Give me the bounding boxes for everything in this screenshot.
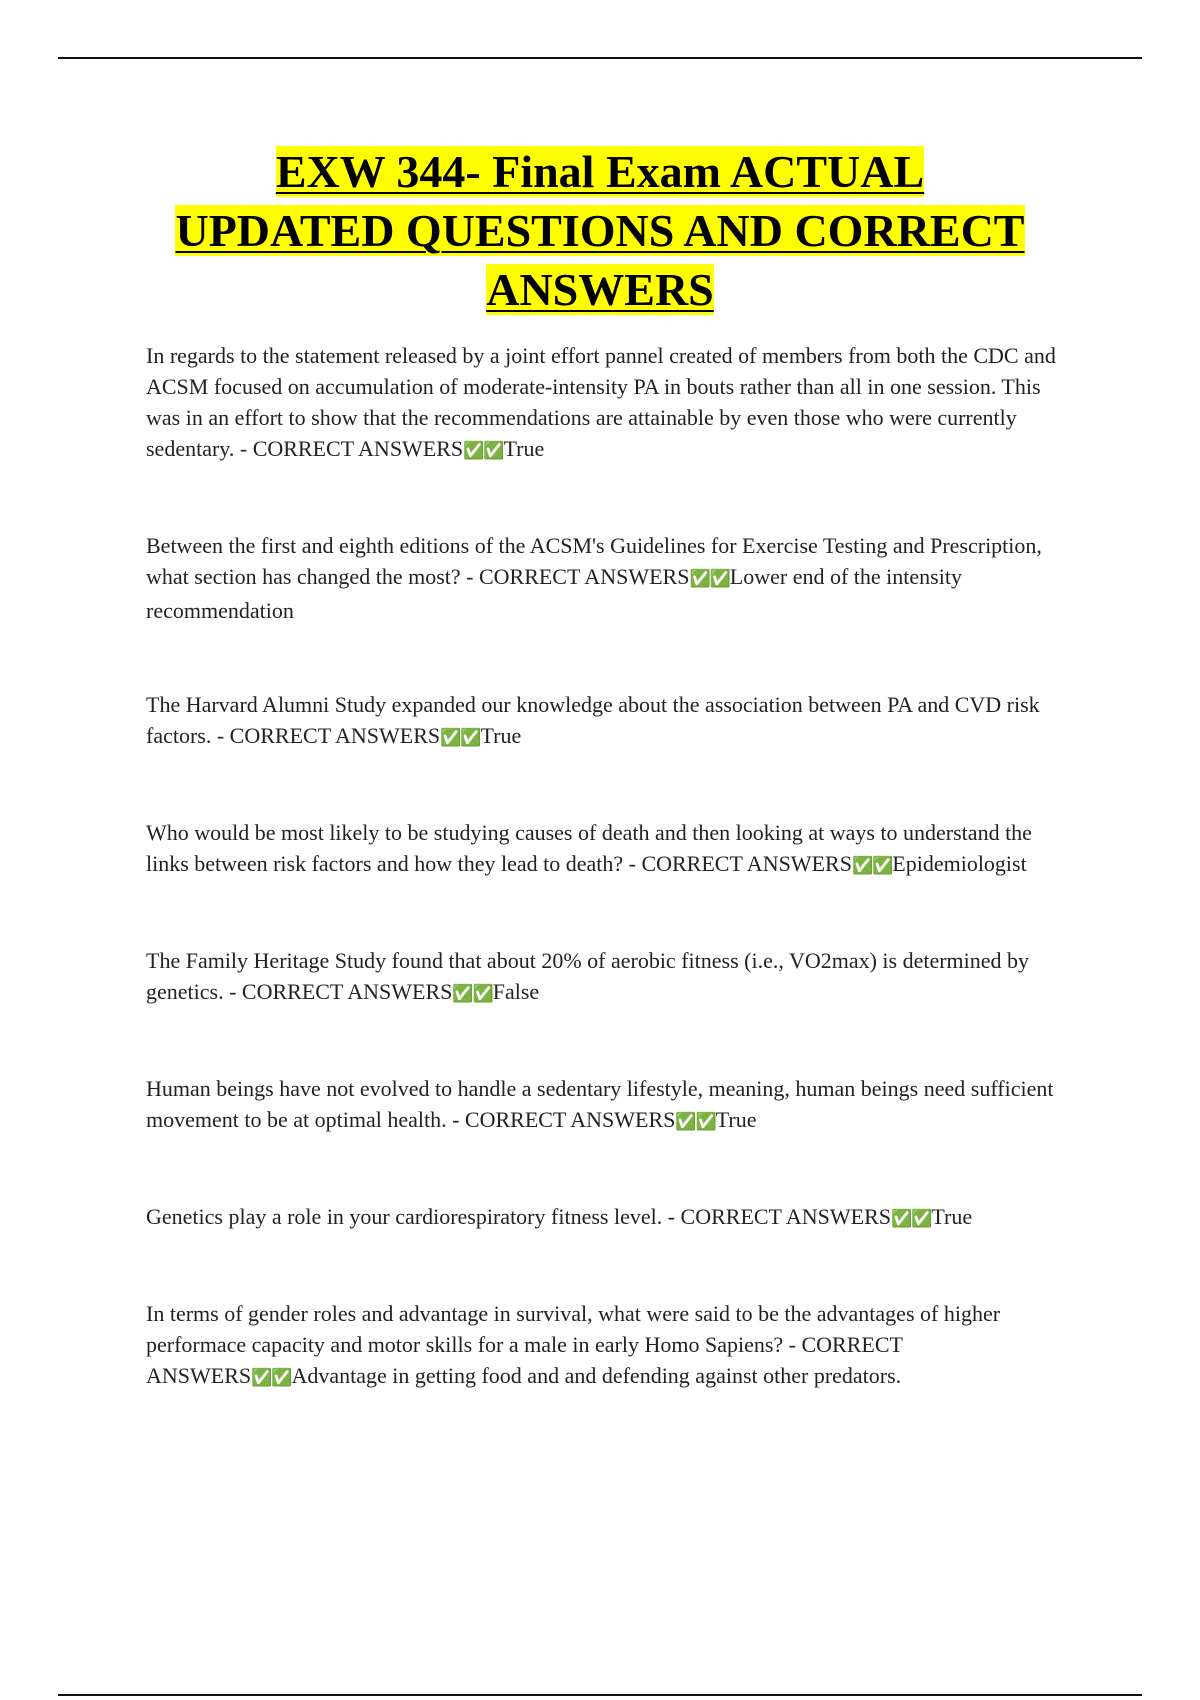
answer-text: True	[503, 436, 545, 461]
answer-text: True	[715, 1107, 757, 1132]
double-check-icon: ✅✅	[891, 1209, 932, 1229]
question-text: Human beings have not evolved to handle a sedentary lifestyle, meaning, human beings need sufficient movement to be at optimal health. - CORRECT ANSWERS	[146, 1076, 1054, 1132]
qa-item	[146, 1073, 1056, 1138]
answer-text: Advantage in getting food and and defending against other predators.	[291, 1363, 902, 1388]
question-text: Between the first and eighth editions of the ACSM's Guidelines for Exercise Testing and Prescription, what section has changed the most? - CORRECT ANSWERS	[146, 533, 1042, 589]
double-check-icon: ✅✅	[675, 1112, 716, 1132]
title-line: ANSWERS	[486, 264, 714, 315]
question-text: The Harvard Alumni Study expanded our knowledge about the association between PA and CVD risk factors. - CORRECT ANSWERS	[146, 692, 1040, 748]
question-text: Who would be most likely to be studying causes of death and then looking at ways to understand the links between risk factors and how they lead to death? - CORRECT ANSWERS	[146, 820, 1032, 876]
qa-item	[146, 945, 1056, 1010]
answer-text: False	[492, 979, 540, 1004]
question-text: In regards to the statement released by a joint effort pannel created of members from both the CDC and ACSM focused on accumulation of moderate-intensity PA in bouts rather than all in one session. This was in an effort to show that the recommendations are attainable by even those who were currently sedentary. - CORRECT ANSWERS	[146, 343, 1056, 461]
qa-item	[146, 817, 1056, 882]
double-check-icon: ✅✅	[851, 856, 893, 876]
qa-item	[146, 689, 1056, 754]
question-text: The Family Heritage Study found that about 20% of aerobic fitness (i.e., VO2max) is determined by genetics. - CORRECT ANSWERS	[146, 948, 1030, 1004]
double-check-icon: ✅✅	[440, 728, 481, 748]
top-divider	[58, 57, 1142, 59]
double-check-icon: ✅✅	[463, 441, 504, 461]
qa-item	[146, 1201, 1056, 1235]
answer-text: Lower end of the intensity recommendation	[146, 564, 962, 623]
question-text: Genetics play a role in your cardiorespiratory fitness level. - CORRECT ANSWERS	[146, 1204, 892, 1229]
qa-list	[146, 340, 1056, 1457]
qa-item	[146, 340, 1056, 467]
qa-item	[146, 530, 1056, 626]
document-title	[130, 142, 1070, 319]
answer-text: True	[480, 723, 522, 748]
bottom-divider	[58, 1694, 1142, 1696]
double-check-icon: ✅✅	[251, 1368, 292, 1388]
double-check-icon: ✅✅	[689, 569, 730, 589]
title-line: EXW 344- Final Exam ACTUAL	[275, 146, 925, 197]
double-check-icon: ✅✅	[452, 984, 493, 1004]
title-line: UPDATED QUESTIONS AND CORRECT	[175, 205, 1025, 256]
qa-item	[146, 1298, 1056, 1394]
answer-text: True	[931, 1204, 973, 1229]
answer-text: Epidemiologist	[892, 851, 1027, 876]
question-text: In terms of gender roles and advantage in survival, what were said to be the advantages of higher performace capacity and motor skills for a male in early Homo Sapiens? - CORRECT ANSWERS	[146, 1301, 1001, 1388]
